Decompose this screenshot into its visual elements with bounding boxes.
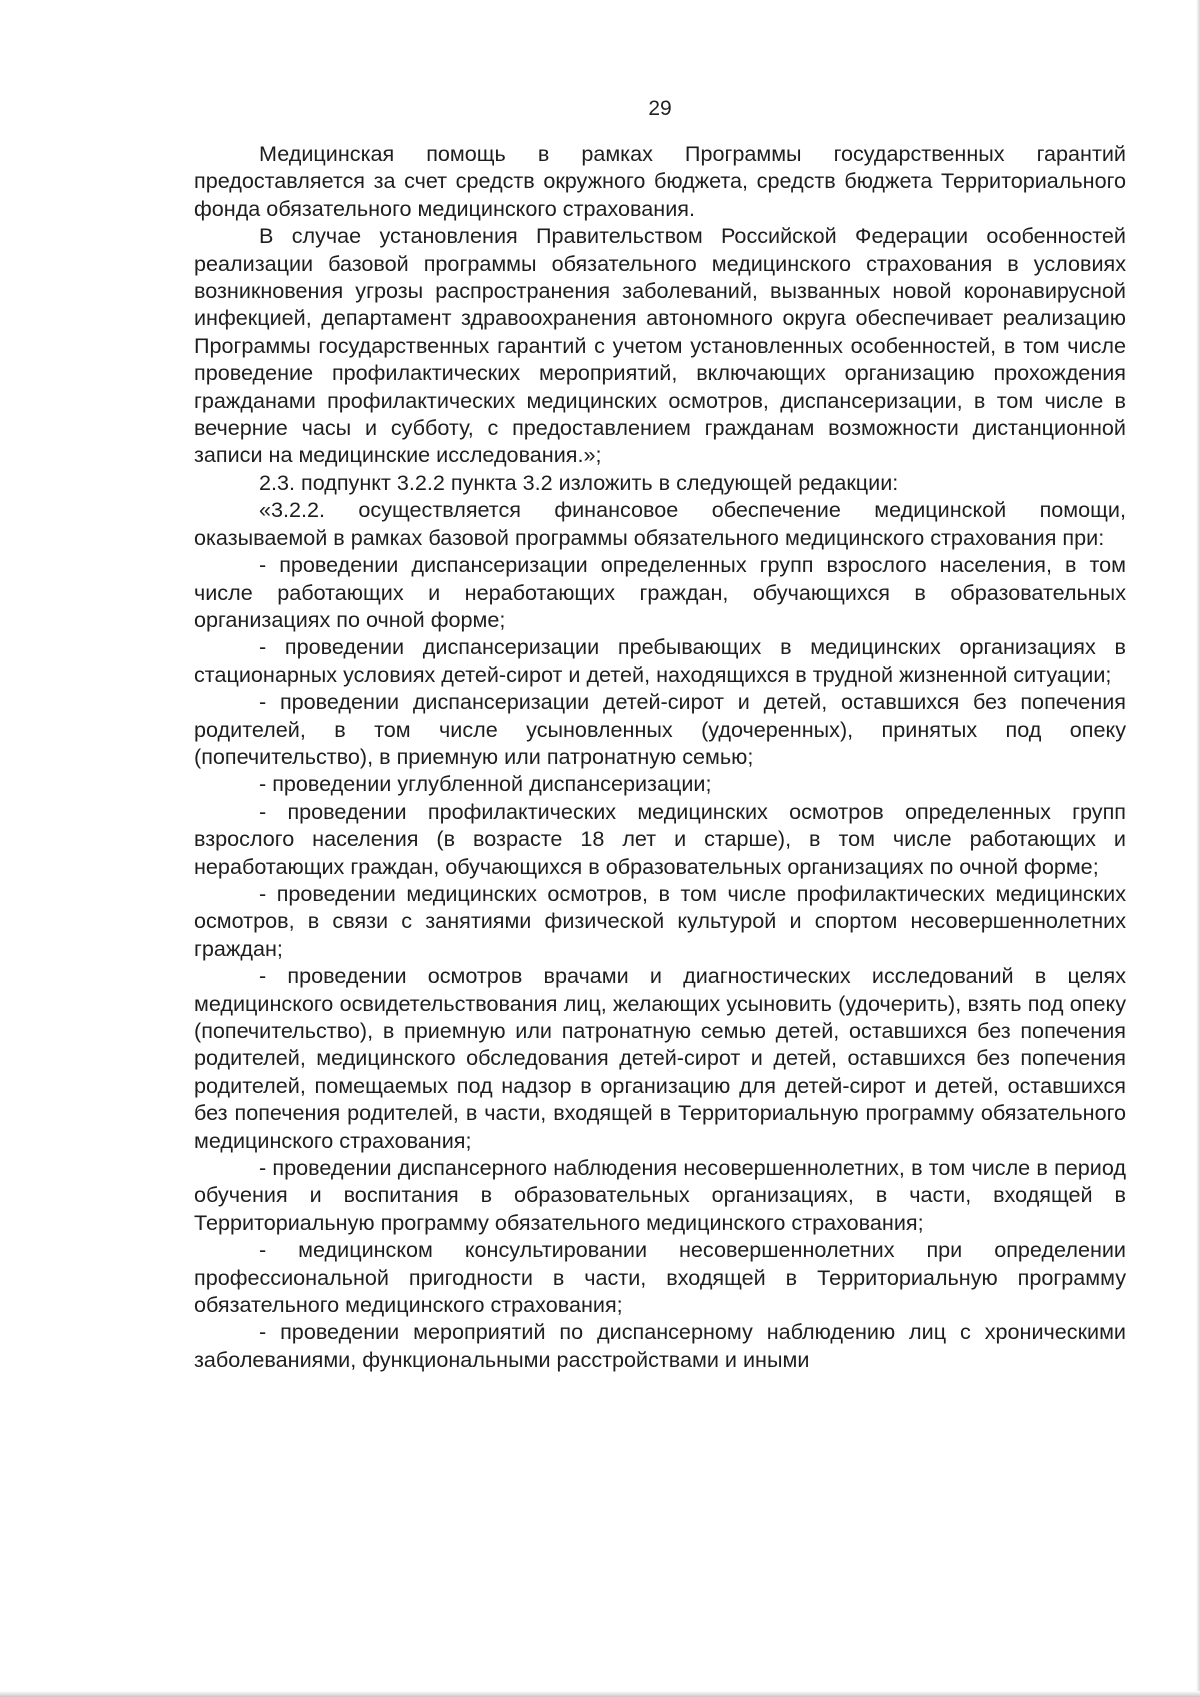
paragraph-coronavirus-provisions: В случае установления Правительством Российской Федерации особенностей реализации базовой программы обязательного медицинского страхования в условиях возникновения угрозы распространения заболеваний, вызванных новой коронавирусной инфекцией, департамент здравоохранения автономного округа обеспечивает реализацию Программы государственных гарантий с учетом установленных особенностей, в том числе проведение профилактических мероприятий, включающих организацию прохождения гражданами профилактических медицинских осмотров, диспансеризации, в том числе в вечерние часы и субботу, с предоставлением гражданам возможности дистанционной записи на медицинские исследования.»; — [194, 223, 1126, 468]
list-item-minors-observation: - проведении диспансерного наблюдения несовершеннолетних, в том числе в период обучения и воспитания в образовательных организациях, в части, входящей в Территориальную программу обязательного медицинского страхования; — [194, 1155, 1126, 1235]
list-item-adult-dispensary: - проведении диспансеризации определенных групп взрослого населения, в том числе работающих и неработающих граждан, обучающихся в образовательных организациях по очной форме; — [194, 552, 1126, 632]
document-body — [194, 140, 1126, 1373]
paragraph-funding-sources: Медицинская помощь в рамках Программы государственных гарантий предоставляется за счет средств окружного бюджета, средств бюджета Территориального фонда обязательного медицинского страхования. — [194, 141, 1126, 221]
list-item-preventive-exams-adults: - проведении профилактических медицинских осмотров определенных групп взрослого населения (в возрасте 18 лет и старше), в том числе работающих и неработающих граждан, обучающихся в образовательных организациях по очной форме; — [194, 798, 1126, 879]
scan-edge-shadow-bottom — [0, 1691, 1200, 1697]
list-item-adoption-exams: - проведении осмотров врачами и диагностических исследований в целях медицинского освидетельствования лиц, желающих усыновить (удочерить), взять под опеку (попечительство), в приемную или патронатную семью детей, оставшихся без попечения родителей, медицинского обследования детей-сирот и детей, оставшихся без попечения родителей, помещаемых под надзор в организацию для детей-сирот и детей, оставшихся без попечения родителей, в части, входящей в Территориальную программу обязательного медицинского страхования; — [194, 963, 1126, 1153]
page-number: 29 — [648, 97, 672, 120]
list-item-in-depth-dispensary: - проведении углубленной диспансеризации; — [259, 771, 712, 797]
list-item-orphans-without-care: - проведении диспансеризации детей-сирот и детей, оставшихся без попечения родителей, в том числе усыновленных (удочеренных), принятых под опеку (попечительство), в приемную или патронатную семью; — [194, 689, 1126, 769]
list-item-sports-exams-minors: - проведении медицинских осмотров, в том числе профилактических медицинских осмотров, в связи с занятиями физической культурой и спортом несовершеннолетних граждан; — [194, 880, 1126, 961]
list-item-career-consulting: - медицинском консультировании несовершеннолетних при определении профессиональной пригодности в части, входящей в Территориальную программу обязательного медицинского страхования; — [194, 1237, 1126, 1318]
paragraph-clause-3-2-2: «3.2.2. осуществляется финансовое обеспечение медицинской помощи, оказываемой в рамках базовой программы обязательного медицинского страхования при: — [194, 497, 1126, 550]
list-item-inpatient-orphans: - проведении диспансеризации пребывающих в медицинских организациях в стационарных условиях детей-сирот и детей, находящихся в трудной жизненной ситуации; — [194, 634, 1126, 687]
paragraph-amendment-2-3: 2.3. подпункт 3.2.2 пункта 3.2 изложить в следующей редакции: — [259, 469, 899, 495]
scan-edge-shadow-right — [1196, 0, 1200, 1697]
list-item-chronic-observation: - проведении мероприятий по диспансерному наблюдению лиц с хроническими заболеваниями, функциональными расстройствами и иными — [194, 1319, 1126, 1372]
